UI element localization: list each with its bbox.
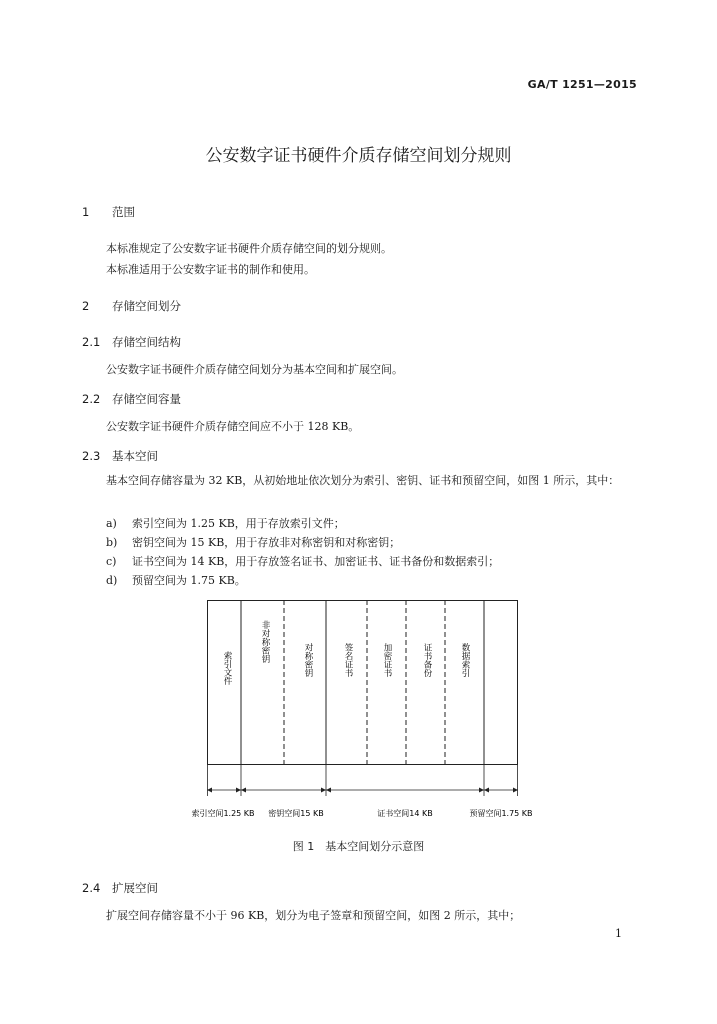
section-title: 存储空间容量: [112, 392, 181, 406]
section-2-1-heading: [82, 334, 181, 350]
list-marker: c): [106, 555, 117, 568]
section-title: 扩展空间: [112, 881, 158, 895]
cell-label: 索引文件: [222, 651, 232, 685]
list-marker: a): [106, 517, 117, 530]
paragraph: 本标准适用于公安数字证书的制作和使用。: [106, 263, 315, 276]
cell-label: 签名证书: [343, 643, 353, 677]
section-1-heading: [82, 204, 135, 220]
section-number: 2.2: [82, 392, 101, 406]
section-title: 存储空间结构: [112, 335, 181, 349]
section-2-heading: [82, 298, 181, 314]
paragraph: 基本空间存储容量为 32 KB，从初始地址依次划分为索引、密钥、证书和预留空间，如图 1 所示，其中：: [106, 474, 620, 487]
arrow-icon: [321, 788, 326, 793]
list-item: [106, 515, 345, 531]
paragraph: 扩展空间存储容量不小于 96 KB，划分为电子签章和预留空间，如图 2 所示，其中；: [106, 909, 521, 922]
arrow-icon: [479, 788, 484, 793]
space-label-cert: 证书空间14 KB: [377, 809, 433, 818]
list-item: [106, 553, 499, 569]
space-label-reserve: 预留空间1.75 KB: [469, 809, 533, 818]
section-2-4-heading: [82, 880, 158, 896]
document-code: GA/T 1251—2015: [527, 78, 637, 91]
section-title: 存储空间划分: [112, 299, 181, 313]
list-text: 预留空间为 1.75 KB。: [132, 574, 246, 587]
cell-label: 加密证书: [382, 643, 392, 677]
section-title: 基本空间: [112, 449, 158, 463]
section-number: 2.1: [82, 335, 101, 349]
list-text: 证书空间为 14 KB，用于存放签名证书、加密证书、证书备份和数据索引；: [132, 555, 500, 568]
arrow-icon: [484, 788, 489, 793]
section-number: 2: [82, 299, 90, 313]
space-label-index: 索引空间1.25 KB: [191, 809, 255, 818]
section-2-3-heading: [82, 448, 158, 464]
list-text: 索引空间为 1.25 KB，用于存放索引文件；: [132, 517, 345, 530]
section-number: 2.4: [82, 881, 101, 895]
cell-label: 证书备份: [422, 643, 432, 677]
list-marker: b): [106, 536, 118, 549]
list-item: [106, 572, 246, 588]
section-title: 范围: [112, 205, 135, 219]
cell-label: 非对称密钥: [260, 620, 270, 664]
paragraph: 公安数字证书硬件介质存储空间划分为基本空间和扩展空间。: [106, 363, 403, 376]
arrow-icon: [326, 788, 331, 793]
section-number: 1: [82, 205, 90, 219]
cell-label: 对称密钥: [303, 643, 313, 677]
page-number: 1: [615, 927, 622, 940]
figure-1-diagram: [191, 600, 533, 830]
section-number: 2.3: [82, 449, 101, 463]
list-text: 密钥空间为 15 KB，用于存放非对称密钥和对称密钥；: [132, 536, 401, 549]
paragraph: 公安数字证书硬件介质存储空间应不小于 128 KB。: [106, 420, 360, 433]
paragraph: 本标准规定了公安数字证书硬件介质存储空间的划分规则。: [106, 242, 392, 255]
list-item: [106, 534, 400, 550]
cell-label: 数据索引: [460, 643, 470, 677]
section-2-2-heading: [82, 391, 181, 407]
arrow-icon: [241, 788, 246, 793]
arrow-icon: [236, 788, 241, 793]
figure-caption: 图 1 基本空间划分示意图: [292, 840, 425, 853]
list-marker: d): [106, 574, 118, 587]
space-label-key: 密钥空间15 KB: [268, 809, 324, 818]
document-title: 公安数字证书硬件介质存储空间划分规则: [205, 146, 512, 166]
storage-block: [208, 601, 518, 765]
